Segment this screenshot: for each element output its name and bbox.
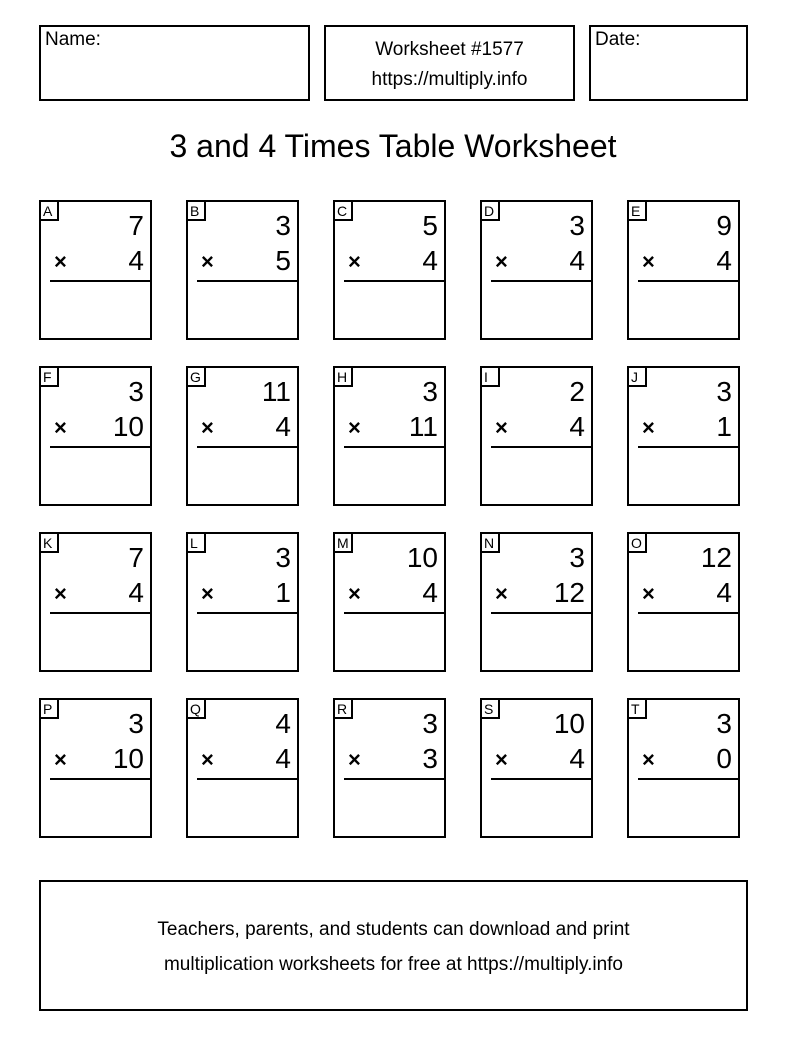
multiplicand: 7 — [128, 542, 144, 573]
answer-line — [344, 612, 444, 614]
problem-card[interactable] — [186, 200, 299, 340]
times-sign: × — [348, 249, 361, 274]
problem-label: F — [39, 366, 59, 387]
multiplicand: 9 — [716, 210, 732, 241]
times-sign: × — [642, 415, 655, 440]
problem-label: M — [333, 532, 353, 553]
multiplicand: 3 — [716, 376, 732, 407]
problem-card[interactable] — [39, 698, 152, 838]
multiplier: 10 — [112, 411, 144, 442]
multiplier: 4 — [422, 245, 438, 276]
problem-card[interactable] — [333, 200, 446, 340]
problem-label: T — [627, 698, 647, 719]
multiplier: 4 — [128, 577, 144, 608]
answer-line — [638, 280, 738, 282]
times-sign: × — [348, 581, 361, 606]
problem-label: I — [480, 366, 500, 387]
times-sign: × — [201, 249, 214, 274]
multiplier: 3 — [422, 743, 438, 774]
problem-card[interactable] — [333, 532, 446, 672]
multiplicand: 3 — [128, 376, 144, 407]
problem-label: H — [333, 366, 353, 387]
problem-label: O — [627, 532, 647, 553]
answer-line — [197, 446, 297, 448]
multiplicand: 3 — [716, 708, 732, 739]
multiplicand: 3 — [569, 210, 585, 241]
multiplicand: 12 — [700, 542, 732, 573]
multiplicand: 10 — [406, 542, 438, 573]
answer-line — [638, 612, 738, 614]
multiplier: 12 — [553, 577, 585, 608]
times-sign: × — [495, 747, 508, 772]
multiplier: 4 — [716, 577, 732, 608]
multiplier: 11 — [408, 411, 438, 442]
multiplier: 4 — [569, 245, 585, 276]
answer-line — [50, 612, 150, 614]
problem-card[interactable] — [333, 698, 446, 838]
footer-line-2: multiplication worksheets for free at https://multiply.info — [163, 954, 623, 975]
problem-label: D — [480, 200, 500, 221]
multiplicand: 5 — [422, 210, 438, 241]
multiplicand: 10 — [553, 708, 585, 739]
problem-label: C — [333, 200, 353, 221]
answer-line — [50, 280, 150, 282]
problem-card[interactable] — [627, 200, 740, 340]
worksheet-number: Worksheet #1577 — [375, 39, 524, 60]
problem-card[interactable] — [480, 366, 593, 506]
problem-label: K — [39, 532, 59, 553]
footer-line-1: Teachers, parents, and students can download and print — [157, 919, 630, 940]
multiplicand: 7 — [128, 210, 144, 241]
answer-line — [344, 778, 444, 780]
times-sign: × — [201, 581, 214, 606]
problem-card[interactable] — [480, 200, 593, 340]
multiplicand: 3 — [422, 376, 438, 407]
problem-card[interactable] — [186, 366, 299, 506]
worksheet-info-box — [324, 25, 575, 101]
times-sign: × — [201, 415, 214, 440]
name-label: Name: — [45, 29, 101, 50]
multiplier: 0 — [716, 743, 732, 774]
times-sign: × — [495, 415, 508, 440]
problem-card[interactable] — [627, 366, 740, 506]
times-sign: × — [54, 581, 67, 606]
problem-label: N — [480, 532, 500, 553]
times-sign: × — [54, 415, 67, 440]
problem-card[interactable] — [480, 532, 593, 672]
times-sign: × — [54, 747, 67, 772]
answer-line — [50, 446, 150, 448]
date-label: Date: — [595, 29, 641, 50]
answer-line — [344, 280, 444, 282]
answer-line — [197, 778, 297, 780]
answer-line — [491, 446, 591, 448]
multiplier: 4 — [128, 245, 144, 276]
multiplicand: 2 — [569, 376, 585, 407]
problem-card[interactable] — [627, 698, 740, 838]
multiplier: 4 — [716, 245, 732, 276]
multiplier: 4 — [422, 577, 438, 608]
times-sign: × — [348, 747, 361, 772]
problem-card[interactable] — [627, 532, 740, 672]
problem-card[interactable] — [186, 532, 299, 672]
answer-line — [638, 778, 738, 780]
multiplier: 1 — [716, 411, 732, 442]
problem-card[interactable] — [480, 698, 593, 838]
footer-box — [39, 880, 748, 1011]
multiplier: 4 — [569, 743, 585, 774]
problem-label: R — [333, 698, 353, 719]
problem-card[interactable] — [39, 366, 152, 506]
answer-line — [344, 446, 444, 448]
problem-label: P — [39, 698, 59, 719]
multiplicand: 11 — [261, 376, 291, 407]
multiplicand: 4 — [275, 708, 291, 739]
answer-line — [50, 778, 150, 780]
problem-label: A — [39, 200, 59, 221]
answer-line — [197, 280, 297, 282]
problem-label: G — [186, 366, 206, 387]
times-sign: × — [495, 581, 508, 606]
problem-label: S — [480, 698, 500, 719]
multiplicand: 3 — [275, 210, 291, 241]
page-title: 3 and 4 Times Table Worksheet — [169, 128, 617, 164]
multiplier: 4 — [275, 743, 291, 774]
problem-card[interactable] — [39, 200, 152, 340]
answer-line — [197, 612, 297, 614]
times-sign: × — [348, 415, 361, 440]
problem-label: Q — [186, 698, 206, 719]
times-sign: × — [642, 747, 655, 772]
times-sign: × — [495, 249, 508, 274]
answer-line — [491, 612, 591, 614]
problem-card[interactable] — [39, 532, 152, 672]
multiplier: 4 — [569, 411, 585, 442]
multiplicand: 3 — [275, 542, 291, 573]
problem-label: E — [627, 200, 647, 221]
multiplier: 1 — [275, 577, 291, 608]
multiplier: 4 — [275, 411, 291, 442]
problem-label: J — [627, 366, 647, 387]
problem-card[interactable] — [333, 366, 446, 506]
problem-label: B — [186, 200, 206, 221]
multiplicand: 3 — [422, 708, 438, 739]
name-field[interactable] — [39, 25, 310, 101]
multiplicand: 3 — [128, 708, 144, 739]
answer-line — [491, 280, 591, 282]
times-sign: × — [642, 249, 655, 274]
problem-card[interactable] — [186, 698, 299, 838]
multiplier: 5 — [275, 245, 291, 276]
times-sign: × — [642, 581, 655, 606]
answer-line — [638, 446, 738, 448]
problem-label: L — [186, 532, 206, 553]
date-field[interactable] — [589, 25, 748, 101]
multiplier: 10 — [112, 743, 144, 774]
multiplicand: 3 — [569, 542, 585, 573]
worksheet-url: https://multiply.info — [371, 69, 528, 90]
answer-line — [491, 778, 591, 780]
times-sign: × — [54, 249, 67, 274]
times-sign: × — [201, 747, 214, 772]
